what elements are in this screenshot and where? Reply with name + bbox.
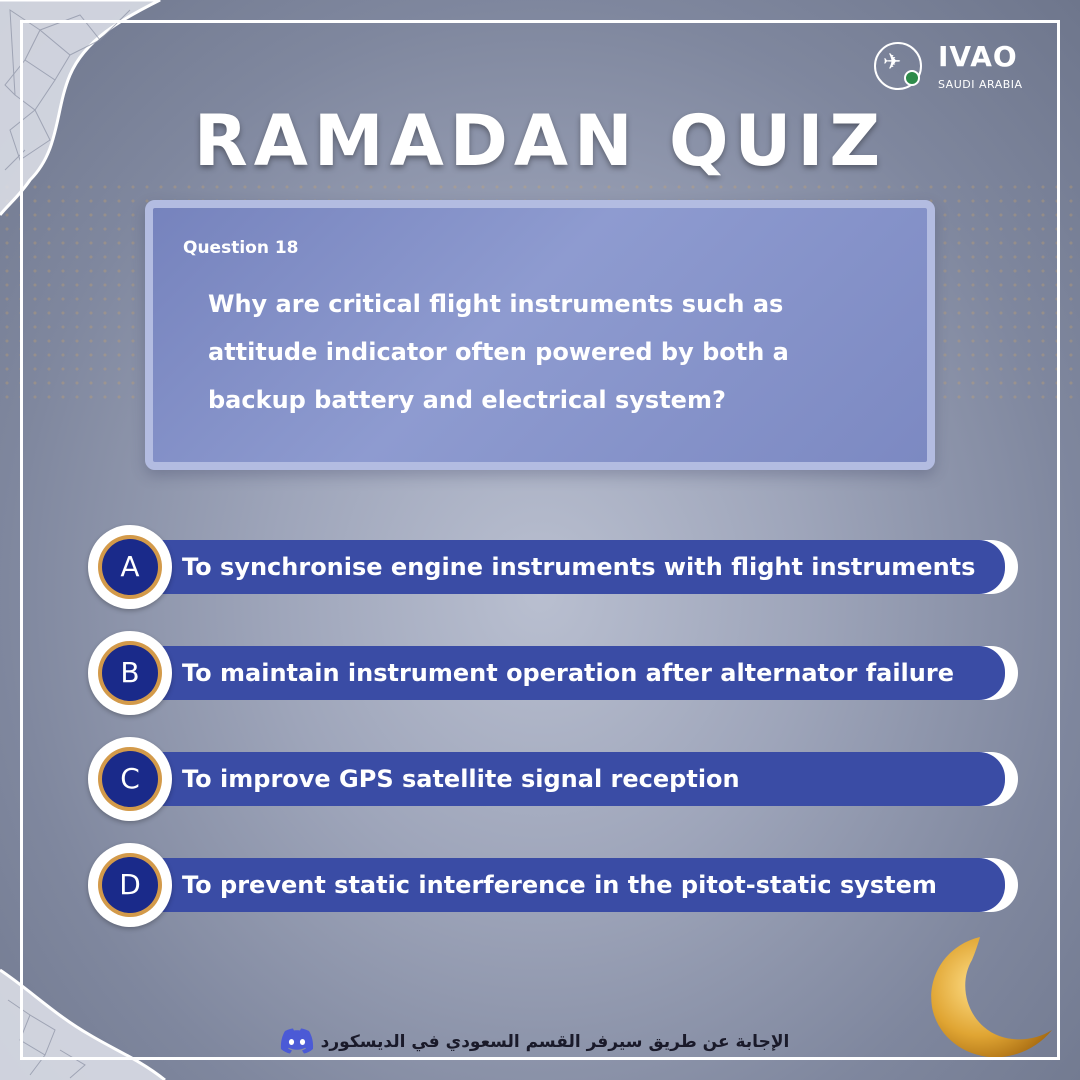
answer-badge <box>88 737 172 821</box>
logo-name: IVAO <box>938 40 1018 73</box>
discord-icon[interactable] <box>280 1028 314 1054</box>
answer-bar <box>148 752 1018 806</box>
answer-text: To improve GPS satellite signal reception <box>182 765 740 793</box>
answer-letter: D <box>102 857 158 913</box>
answer-option-d[interactable] <box>88 843 1023 927</box>
answer-letter: B <box>102 645 158 701</box>
answer-letter: C <box>102 751 158 807</box>
answer-bar <box>148 646 1018 700</box>
answer-letter: A <box>102 539 158 595</box>
footer <box>280 1028 800 1058</box>
answer-option-b[interactable] <box>88 631 1023 715</box>
answer-bar <box>148 858 1018 912</box>
footer-text: الإجابة عن طريق سيرفر القسم السعودي في الديسكورد <box>320 1032 790 1052</box>
crescent-moon-icon <box>922 935 1057 1060</box>
question-text: Why are critical flight instruments such as attitude indicator often powered by both a backup battery and electrical system? <box>208 290 789 414</box>
answer-text: To maintain instrument operation after alternator failure <box>182 659 954 687</box>
ivao-logo <box>874 38 1034 98</box>
answer-text: To prevent static interference in the pitot-static system <box>182 871 937 899</box>
saudi-flag-icon <box>904 70 920 86</box>
answer-option-c[interactable] <box>88 737 1023 821</box>
plane-icon: ✈ <box>883 50 902 75</box>
answer-bar <box>148 540 1018 594</box>
question-box <box>145 200 935 470</box>
answer-option-a[interactable] <box>88 525 1023 609</box>
mosaic-ornament-bottom-left <box>0 960 170 1080</box>
answer-badge <box>88 843 172 927</box>
answer-badge <box>88 631 172 715</box>
page-title: RAMADAN QUIZ <box>193 100 887 182</box>
answer-text: To synchronise engine instruments with flight instruments <box>182 553 976 581</box>
answer-badge <box>88 525 172 609</box>
question-number: Question 18 <box>183 238 299 258</box>
logo-subtitle: SAUDI ARABIA <box>938 78 1023 91</box>
